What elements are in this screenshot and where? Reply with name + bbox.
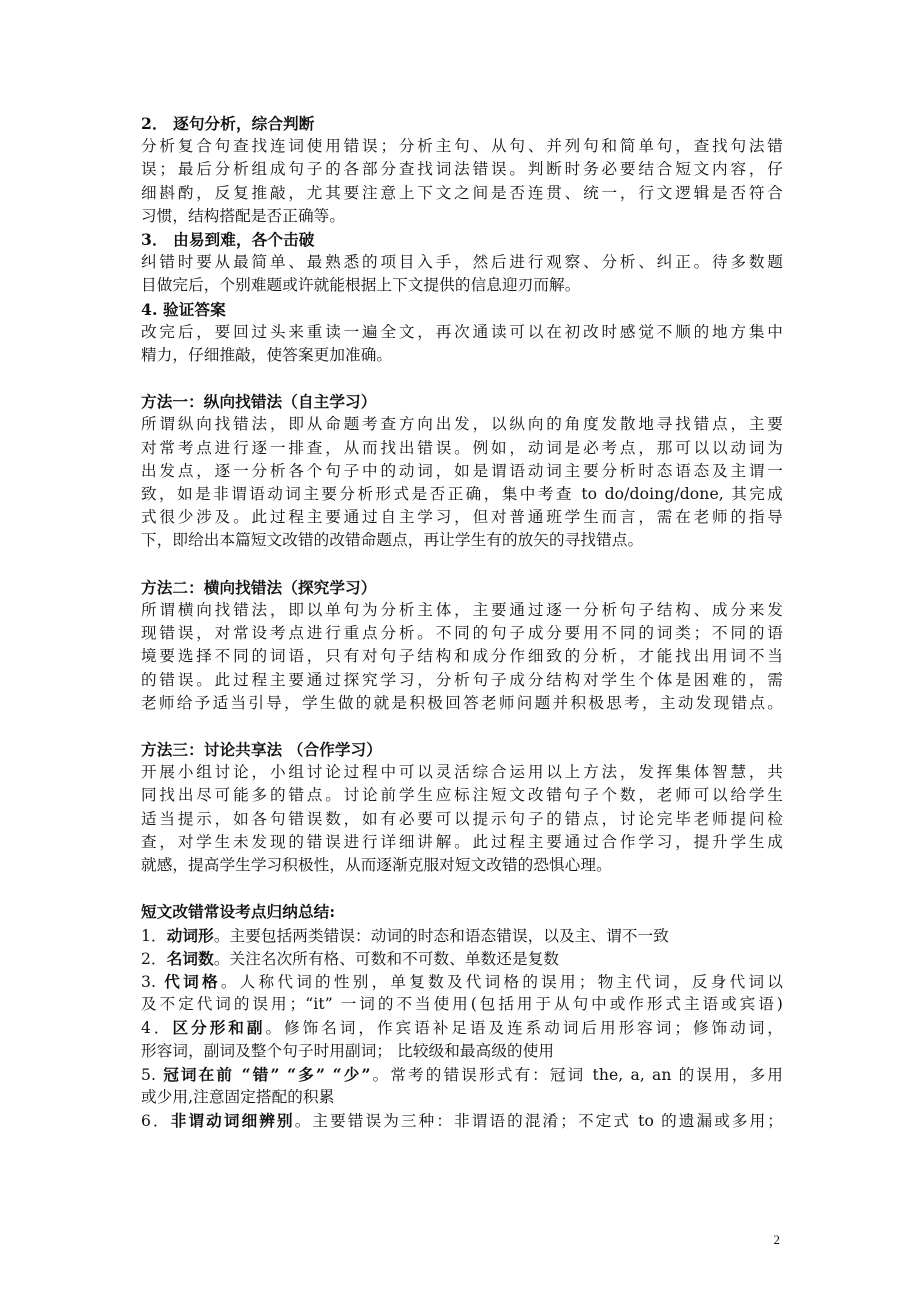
text-line: 细斟酌，反复推敲，尤其要注意上下文之间是否连贯、统一，行文逻辑是否符合 <box>141 183 783 202</box>
text-line: 纠错时要从最简单、最熟悉的项目入手，然后进行观察、分析、纠正。待多数题 <box>141 253 783 272</box>
item-text: 。主要包括两类错误：动词的时态和语态错误，以及主、谓不一致 <box>213 926 669 945</box>
text-line: 及不定代词的误用；“it” 一词的不当使用(包括用于从句中或作形式主语或宾语) <box>141 995 783 1014</box>
text-line: 形容词，副词及整个句子时用副词； 比较级和最高级的使用 <box>141 1041 555 1060</box>
page-number: 2 <box>773 1232 780 1247</box>
blank-line <box>141 877 783 900</box>
item-title: 动词形 <box>166 925 214 945</box>
item-text: 。常考的错误形式有：冠词 the, a, an 的误用，多用 <box>370 1065 783 1084</box>
text-line: 改完后，要回过头来重读一遍全文，再次通读可以在初改时感觉不顺的地方集中 <box>141 322 783 341</box>
item-title: 冠词在前 “错” “多” “少” <box>163 1064 371 1084</box>
summary-item <box>141 1063 783 1086</box>
summary-item <box>141 1016 783 1039</box>
text-line: 致，如是非谓语动词主要分析形式是否正确，集中考查 to do/doing/done, 其完成 <box>141 485 783 503</box>
item-number: 4． <box>141 1019 173 1038</box>
method-heading: 方法二：横向找错法（探究学习） <box>141 577 377 597</box>
item-text: 。关注名次所有格、可数和不可数、单数还是复数 <box>213 949 560 968</box>
method-heading: 方法一：纵向找错法（自主学习） <box>141 392 377 412</box>
text-line: 的错误。此过程主要通过探究学习，分析句子成分结构对学生个体是困难的，需 <box>141 670 783 689</box>
text-line: 误；最后分析组成句子的各部分查找词法错误。判断时务必要结合短文内容，仔 <box>141 160 783 179</box>
document-page <box>141 112 783 1132</box>
text-line: 对常考点进行逐一排查，从而找出错误。例如，动词是必考点，那可以以动词为 <box>141 438 783 457</box>
text-line: 式很少涉及。此过程主要通过自主学习，但对普通班学生而言，需在老师的指导 <box>141 508 783 527</box>
section-heading: 2． 逐句分析，综合判断 <box>141 114 315 133</box>
item-number: 2． <box>141 949 167 968</box>
item-number: 3. <box>141 972 165 991</box>
text-line: 适当提示，如各句错误数，如有必要可以提示句子的错点，讨论完毕老师提问检 <box>141 809 783 828</box>
text-line: 就感，提高学生学习积极性，从而逐渐克服对短文改错的恐惧心理。 <box>141 856 612 874</box>
item-text: 。主要错误为三种：非谓语的混淆；不定式 to 的遗漏或多用； <box>294 1112 783 1131</box>
text-line: 查，对学生未发现的错误进行详细讲解。此过程主要通过合作学习，提升学生成 <box>141 832 783 851</box>
item-number: 5. <box>141 1065 164 1084</box>
section-heading: 4. 验证答案 <box>141 299 226 319</box>
summary-item <box>141 1109 783 1132</box>
summary-item <box>141 924 783 947</box>
item-title: 代词格 <box>164 971 221 991</box>
text-line: 老师给予适当引导，学生做的就是积极回答老师问题并积极思考，主动发现错点。 <box>141 693 783 712</box>
section-heading: 3． 由易到难，各个击破 <box>141 229 315 249</box>
item-title: 区分形和副 <box>172 1018 266 1038</box>
summary-item <box>141 970 783 993</box>
blank-line <box>141 553 783 576</box>
text-line: 习惯，结构搭配是否正确等。 <box>141 206 346 225</box>
text-line: 所谓横向找错法，即以单句为分析主体，主要通过逐一分析句子结构、成分来发 <box>141 600 783 619</box>
text-line: 目做完后，个别难题或许就能根据上下文提供的信息迎刃而解。 <box>141 276 581 295</box>
blank-line <box>141 715 783 738</box>
item-title: 名词数 <box>166 948 214 968</box>
text-line: 境要选择不同的词语，只有对句子结构和成分作细致的分析，才能找出用词不当 <box>141 647 783 666</box>
text-line: 下，即给出本篇短文改错的改错命题点，再让学生有的放矢的寻找错点。 <box>141 531 644 550</box>
item-title: 非谓动词细辨别 <box>170 1111 295 1131</box>
text-line: 同找出尽可能多的错点。讨论前学生应标注短文改错句子个数，老师可以给学生 <box>141 786 783 805</box>
text-line: 分析复合句查找连词使用错误；分析主句、从句、并列句和简单句，查找句法错 <box>141 137 783 156</box>
text-line: 开展小组讨论，小组讨论过程中可以灵活综合运用以上方法，发挥集体智慧，共 <box>141 763 783 782</box>
text-line: 出发点，逐一分析各个句子中的动词，如是谓语动词主要分析时态语态及主谓一 <box>141 461 783 480</box>
text-line: 现错误，对常设考点进行重点分析。不同的句子成分要用不同的词类；不同的语 <box>141 624 783 643</box>
method-heading: 方法三：讨论共享法 （合作学习） <box>141 740 382 760</box>
item-text: 。人称代词的性别，单复数及代词格的误用；物主代词，反身代词以 <box>220 972 783 991</box>
summary-heading: 短文改错常设考点归纳总结: <box>141 902 336 922</box>
item-text: 。修饰名词，作宾语补足语及连系动词后用形容词；修饰动词， <box>265 1019 783 1038</box>
summary-item <box>141 947 783 970</box>
item-number: 1． <box>141 926 167 945</box>
blank-line <box>141 367 783 390</box>
text-line: 所谓纵向找错法，即从命题考查方向出发，以纵向的角度发散地寻找错点，主要 <box>141 415 783 434</box>
text-line: 精力，仔细推敲，使答案更加准确。 <box>141 345 393 364</box>
item-number: 6． <box>141 1112 171 1131</box>
text-line: 或少用,注意固定搭配的积累 <box>141 1087 335 1106</box>
